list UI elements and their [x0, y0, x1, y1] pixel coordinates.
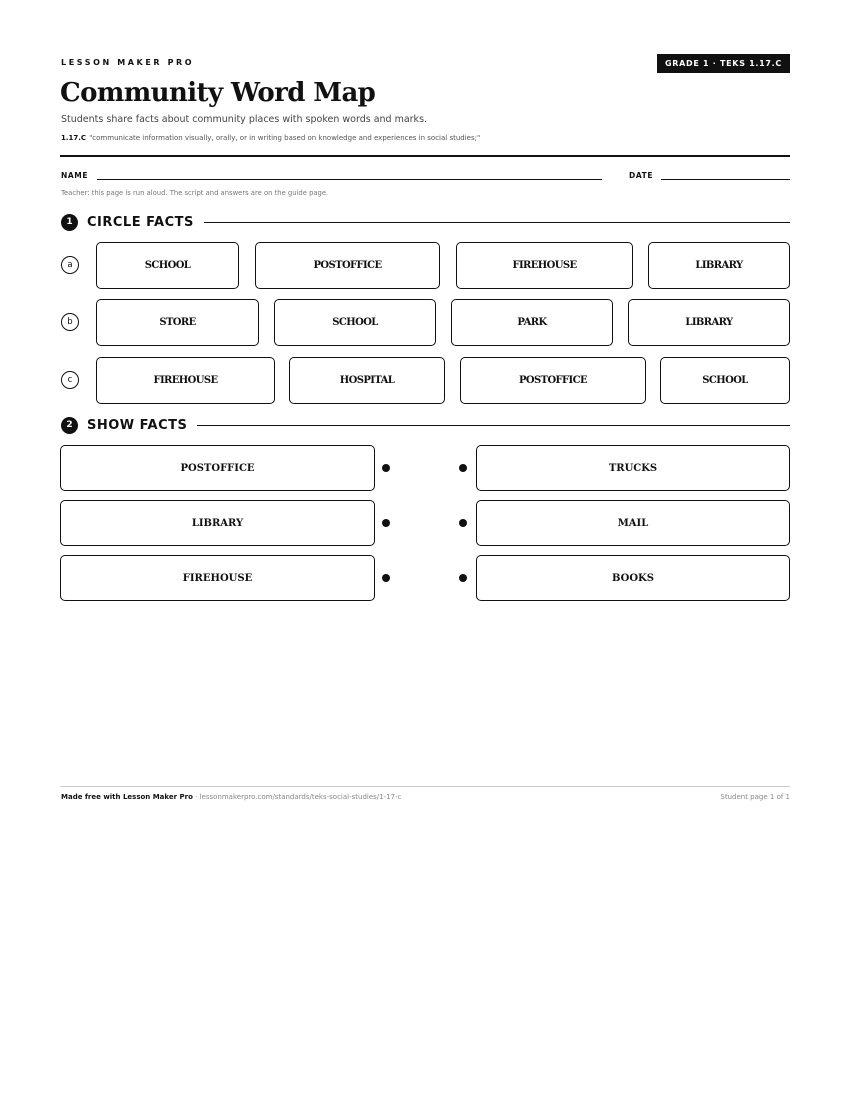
section-show-facts-header: [61, 416, 790, 434]
match-right-box[interactable]: MAIL: [476, 500, 790, 546]
section-rule: [204, 222, 790, 223]
match-right-dot[interactable]: [459, 574, 467, 582]
match-left-box[interactable]: POSTOFFICE: [60, 445, 375, 491]
section-rule: [197, 425, 790, 426]
match-right-box[interactable]: BOOKS: [476, 555, 790, 601]
footer-url[interactable]: · lessonmakerpro.com/standards/teks-social-studies/1-17-c: [192, 793, 402, 801]
match-left-dot[interactable]: [382, 519, 390, 527]
date-write-line[interactable]: [661, 179, 790, 180]
word-box[interactable]: SCHOOL: [96, 242, 239, 289]
word-box[interactable]: HOSPITAL: [289, 357, 445, 404]
word-box[interactable]: LIBRARY: [648, 242, 790, 289]
match-right-dot[interactable]: [459, 464, 467, 472]
word-box[interactable]: LIBRARY: [628, 299, 790, 346]
standard-code: 1.17.C: [61, 134, 87, 142]
match-left-dot[interactable]: [382, 464, 390, 472]
match-right-dot[interactable]: [459, 519, 467, 527]
match-left-box[interactable]: LIBRARY: [60, 500, 375, 546]
name-label: NAME: [61, 171, 89, 180]
word-box[interactable]: FIREHOUSE: [96, 357, 275, 404]
page-title: Community Word Map: [60, 78, 376, 108]
word-box[interactable]: FIREHOUSE: [456, 242, 633, 289]
name-write-line[interactable]: [97, 179, 602, 180]
header-divider: [60, 155, 790, 157]
standard-text: "communicate information visually, orally, or in writing based on knowledge and experiences in social studies;": [89, 134, 481, 142]
word-box[interactable]: SCHOOL: [274, 299, 436, 346]
footer-credit: [61, 793, 401, 801]
footer-divider: [60, 786, 790, 787]
grade-badge: GRADE 1 · TEKS 1.17.C: [657, 54, 790, 73]
teacher-note: Teacher: this page is run aloud. The script and answers are on the guide page.: [61, 189, 329, 197]
row-label-c: c: [61, 371, 79, 389]
word-box[interactable]: SCHOOL: [660, 357, 790, 404]
section-number-badge: 2: [61, 417, 78, 434]
page-subtitle: Students share facts about community places with spoken words and marks.: [61, 114, 428, 125]
brand-name: LESSON MAKER PRO: [61, 58, 195, 67]
match-right-box[interactable]: TRUCKS: [476, 445, 790, 491]
match-left-dot[interactable]: [382, 574, 390, 582]
section-number-badge: 1: [61, 214, 78, 231]
section-title: CIRCLE FACTS: [87, 214, 194, 230]
word-box[interactable]: STORE: [96, 299, 259, 346]
row-label-a: a: [61, 256, 79, 274]
word-box[interactable]: PARK: [451, 299, 613, 346]
date-label: DATE: [629, 171, 654, 180]
match-left-box[interactable]: FIREHOUSE: [60, 555, 375, 601]
word-box[interactable]: POSTOFFICE: [255, 242, 440, 289]
section-title: SHOW FACTS: [87, 417, 188, 433]
footer-page-number: Student page 1 of 1: [720, 793, 790, 801]
section-circle-facts-header: [61, 213, 790, 231]
footer-made-with: Made free with Lesson Maker Pro: [61, 793, 193, 801]
word-box[interactable]: POSTOFFICE: [460, 357, 646, 404]
standard-line: [61, 134, 480, 142]
row-label-b: b: [61, 313, 79, 331]
